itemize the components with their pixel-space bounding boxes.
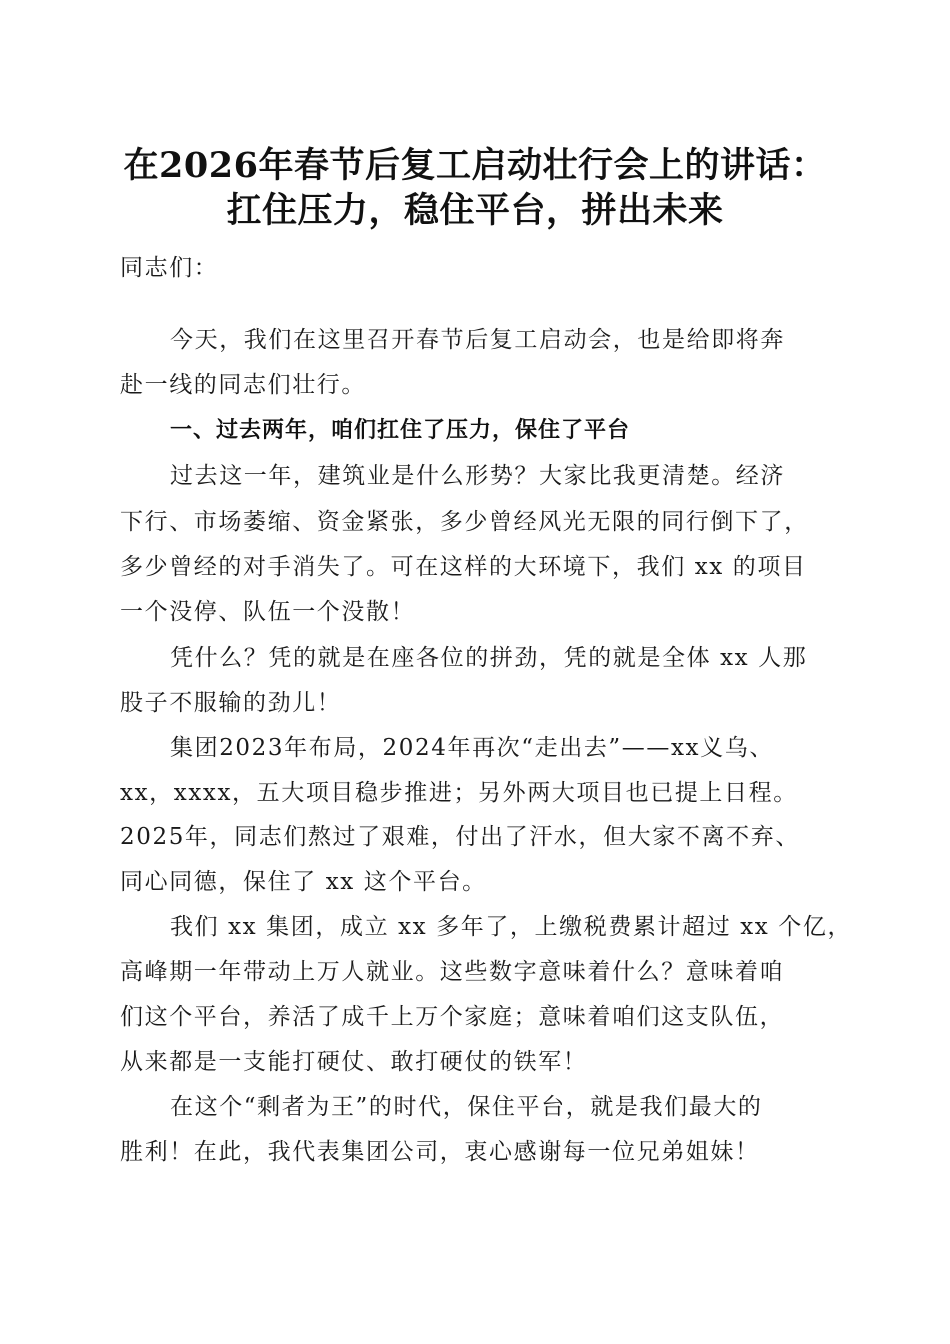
paragraph-line: 下行、市场萎缩、资金紧张，多少曾经风光无限的同行倒下了， bbox=[120, 509, 809, 535]
paragraph-line: 今天，我们在这里召开春节后复工启动会，也是给即将奔 bbox=[170, 327, 785, 353]
paragraph-line: 高峰期一年带动上万人就业。这些数字意味着什么？意味着咱 bbox=[120, 959, 785, 985]
paragraph-line: xx，xxxx，五大项目稳步推进；另外两大项目也已提上日程。 bbox=[120, 780, 798, 806]
paragraph-line: 2025年，同志们熬过了艰难，付出了汗水，但大家不离不弃、 bbox=[120, 824, 800, 850]
document-title-line-1: 在2026年春节后复工启动壮行会上的讲话： bbox=[123, 145, 827, 186]
paragraph-line: 同心同德，保住了 xx 这个平台。 bbox=[120, 869, 487, 895]
paragraph-line: 从来都是一支能打硬仗、敢打硬仗的铁军！ bbox=[120, 1049, 588, 1075]
paragraph-line: 股子不服输的劲儿！ bbox=[120, 690, 342, 716]
paragraph-line: 赴一线的同志们壮行。 bbox=[120, 372, 366, 398]
paragraph-line: 在这个“剩者为王”的时代，保住平台，就是我们最大的 bbox=[170, 1094, 763, 1120]
section-heading: 一、过去两年，咱们扛住了压力，保住了平台 bbox=[170, 418, 631, 443]
paragraph-line: 多少曾经的对手消失了。可在这样的大环境下，我们 xx 的项目 bbox=[120, 554, 807, 580]
salutation: 同志们： bbox=[120, 255, 219, 281]
paragraph-line: 我们 xx 集团，成立 xx 多年了，上缴税费累计超过 xx 个亿， bbox=[170, 914, 853, 940]
paragraph-line: 过去这一年，建筑业是什么形势？大家比我更清楚。经济 bbox=[170, 463, 785, 489]
paragraph-line: 凭什么？凭的就是在座各位的拼劲，凭的就是全体 xx 人那 bbox=[170, 645, 808, 671]
paragraph-line: 胜利！在此，我代表集团公司，衷心感谢每一位兄弟姐妹！ bbox=[120, 1139, 760, 1165]
paragraph-line: 集团2023年布局，2024年再次“走出去”——xx义乌、 bbox=[170, 735, 774, 761]
paragraph-line: 们这个平台，养活了成千上万个家庭；意味着咱们这支队伍， bbox=[120, 1004, 785, 1030]
document-title-line-2: 扛住压力，稳住平台，拼出未来 bbox=[226, 190, 724, 231]
paragraph-line: 一个没停、队伍一个没散！ bbox=[120, 599, 416, 625]
